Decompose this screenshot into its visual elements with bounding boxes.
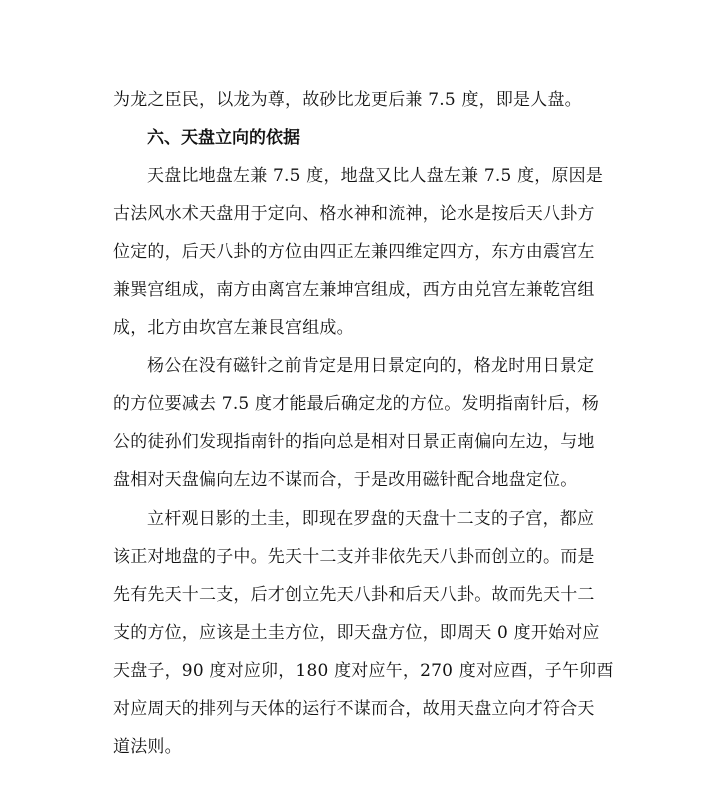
paragraph-line: 的方位要减去 7.5 度才能最后确定龙的方位。发明指南针后，杨 <box>113 394 600 414</box>
section-heading: 六、天盘立向的依据 <box>147 128 300 148</box>
intro-line: 为龙之臣民，以龙为尊，故砂比龙更后兼 7.5 度，即是人盘。 <box>113 90 582 110</box>
paragraph-line: 位定的，后天八卦的方位由四正左兼四维定四方，东方由震宫左 <box>113 242 595 262</box>
paragraph-line: 天盘子，90 度对应卯，180 度对应午，270 度对应酉，子午卯酉 <box>113 661 614 681</box>
paragraph-line: 对应周天的排列与天体的运行不谋而合，故用天盘立向才符合天 <box>113 699 595 719</box>
paragraph-line: 兼巽宫组成，南方由离宫左兼坤宫组成，西方由兑宫左兼乾宫组 <box>113 280 595 300</box>
paragraph-line: 成，北方由坎宫左兼艮宫组成。 <box>113 318 354 338</box>
paragraph-line: 古法风水术天盘用于定向、格水神和流神，论水是按后天八卦方 <box>113 204 595 224</box>
paragraph-line: 支的方位，应该是土圭方位，即天盘方位，即周天 0 度开始对应 <box>113 623 600 643</box>
paragraph-line: 盘相对天盘偏向左边不谋而合，于是改用磁针配合地盘定位。 <box>113 470 578 490</box>
paragraph-line: 公的徒孙们发现指南针的指向总是相对日景正南偏向左边，与地 <box>113 432 595 452</box>
paragraph-line: 杨公在没有磁针之前肯定是用日景定向的，格龙时用日景定 <box>147 356 595 376</box>
paragraph-line: 天盘比地盘左兼 7.5 度，地盘又比人盘左兼 7.5 度，原因是 <box>147 166 604 186</box>
paragraph-line: 该正对地盘的子中。先天十二支并非依先天八卦而创立的。而是 <box>113 547 595 567</box>
paragraph-line: 道法则。 <box>113 737 182 757</box>
paragraph-line: 立杆观日影的土圭，即现在罗盘的天盘十二支的子宫，都应 <box>147 509 595 529</box>
paragraph-line: 先有先天十二支，后才创立先天八卦和后天八卦。故而先天十二 <box>113 585 595 605</box>
